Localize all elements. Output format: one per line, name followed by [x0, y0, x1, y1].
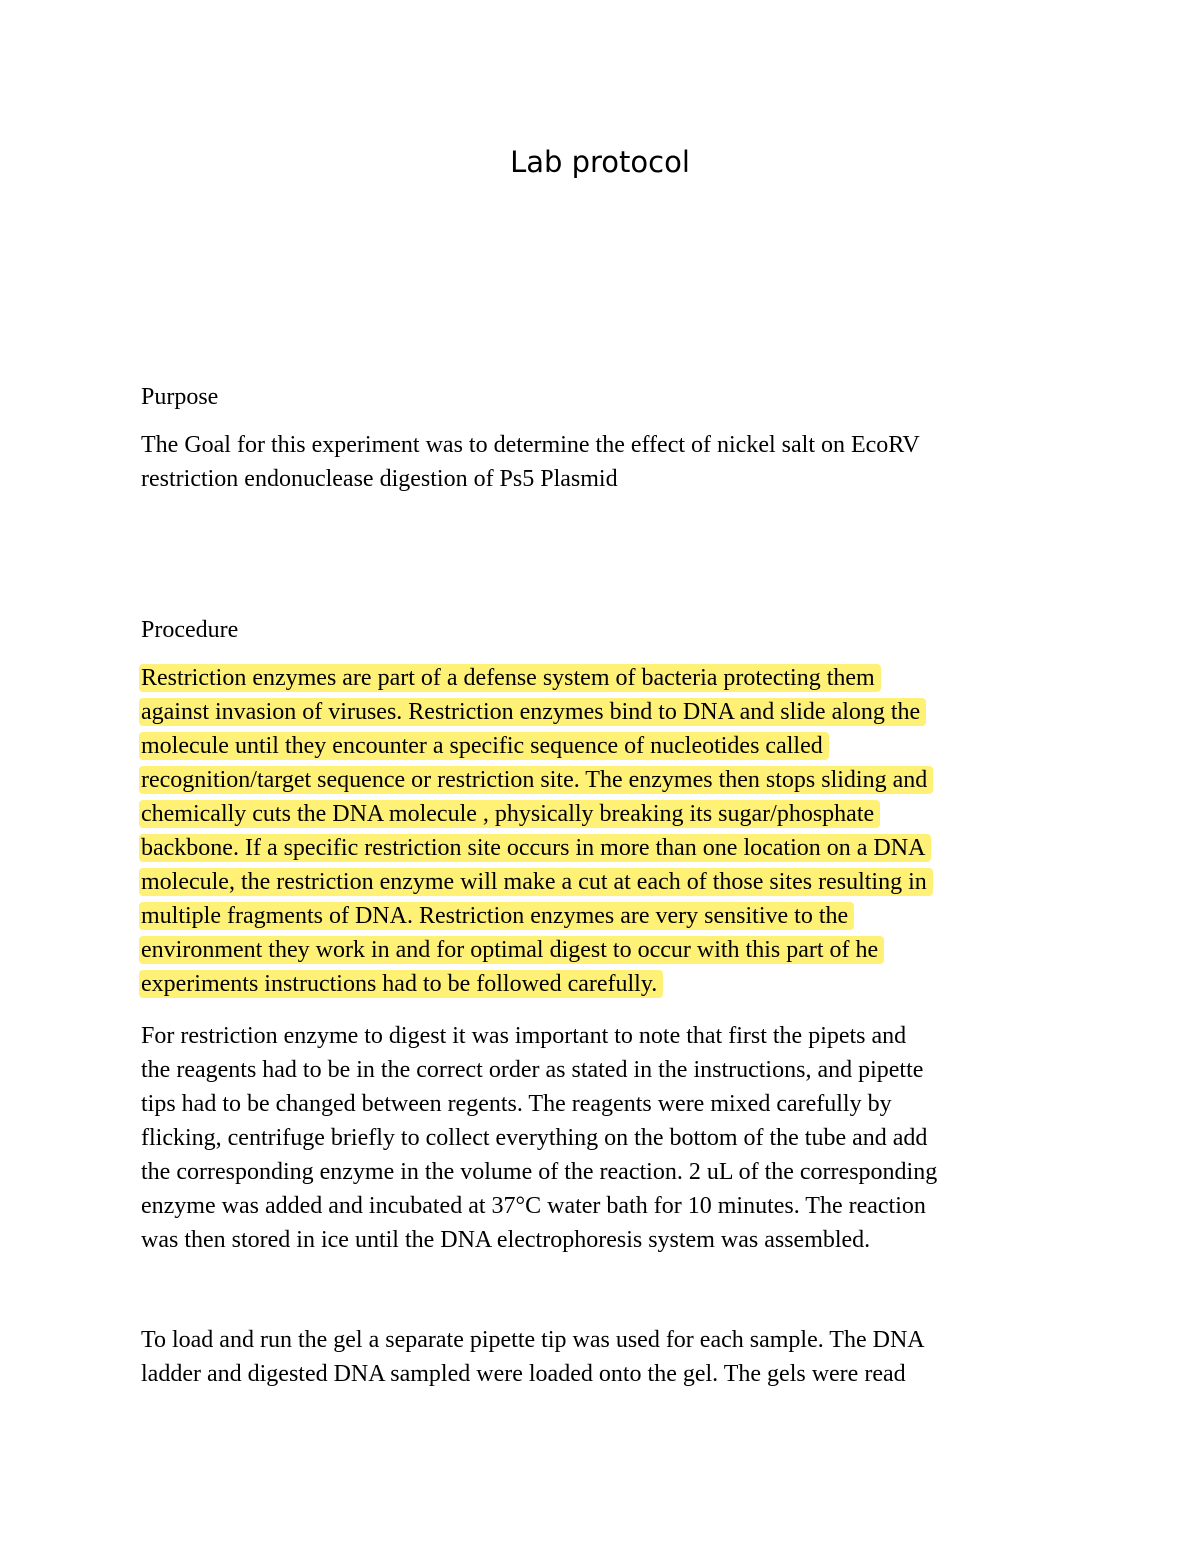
paragraph-line: For restriction enzyme to digest it was important to note that first the pipets and — [141, 1023, 907, 1049]
paragraph-line: flicking, centrifuge briefly to collect everything on the bottom of the tube and add — [141, 1125, 928, 1151]
highlighted-paragraph — [141, 661, 1081, 1001]
paragraph-line: To load and run the gel a separate pipette tip was used for each sample. The DNA — [141, 1327, 925, 1353]
paragraph-line: tips had to be changed between regents. The reagents were mixed carefully by — [141, 1091, 892, 1117]
highlighted-line: backbone. If a specific restriction site occurs in more than one location on a DNA — [141, 831, 1081, 865]
purpose-heading: Purpose — [141, 384, 219, 410]
paragraph-line: the reagents had to be in the correct order as stated in the instructions, and pipette — [141, 1057, 924, 1083]
enzyme-paragraph — [141, 1019, 1081, 1257]
highlighted-line: molecule until they encounter a specific sequence of nucleotides called — [141, 729, 1081, 763]
paragraph-line: the corresponding enzyme in the volume of the reaction. 2 uL of the corresponding — [141, 1159, 938, 1185]
paragraph-line: was then stored in ice until the DNA electrophoresis system was assembled. — [141, 1227, 871, 1253]
gel-paragraph — [141, 1323, 1081, 1391]
highlighted-line: chemically cuts the DNA molecule , physically breaking its sugar/phosphate — [141, 797, 1081, 831]
highlighted-line: molecule, the restriction enzyme will make a cut at each of those sites resulting in — [141, 865, 1081, 899]
highlighted-line: experiments instructions had to be followed carefully. — [141, 967, 1081, 1001]
paragraph-line: restriction endonuclease digestion of Ps5 Plasmid — [141, 466, 618, 492]
highlighted-line: environment they work in and for optimal digest to occur with this part of he — [141, 933, 1081, 967]
document-title: Lab protocol — [510, 145, 690, 179]
procedure-heading: Procedure — [141, 617, 239, 643]
highlighted-line: against invasion of viruses. Restriction enzymes bind to DNA and slide along the — [141, 695, 1081, 729]
highlighted-line: multiple fragments of DNA. Restriction enzymes are very sensitive to the — [141, 899, 1081, 933]
paragraph-line: ladder and digested DNA sampled were loaded onto the gel. The gels were read — [141, 1361, 906, 1387]
highlighted-line: recognition/target sequence or restriction site. The enzymes then stops sliding and — [141, 763, 1081, 797]
paragraph-line: The Goal for this experiment was to determine the effect of nickel salt on EcoRV — [141, 432, 920, 458]
highlighted-line: Restriction enzymes are part of a defense system of bacteria protecting them — [141, 661, 1081, 695]
purpose-paragraph — [141, 428, 1081, 496]
paragraph-line: enzyme was added and incubated at 37°C water bath for 10 minutes. The reaction — [141, 1193, 926, 1219]
